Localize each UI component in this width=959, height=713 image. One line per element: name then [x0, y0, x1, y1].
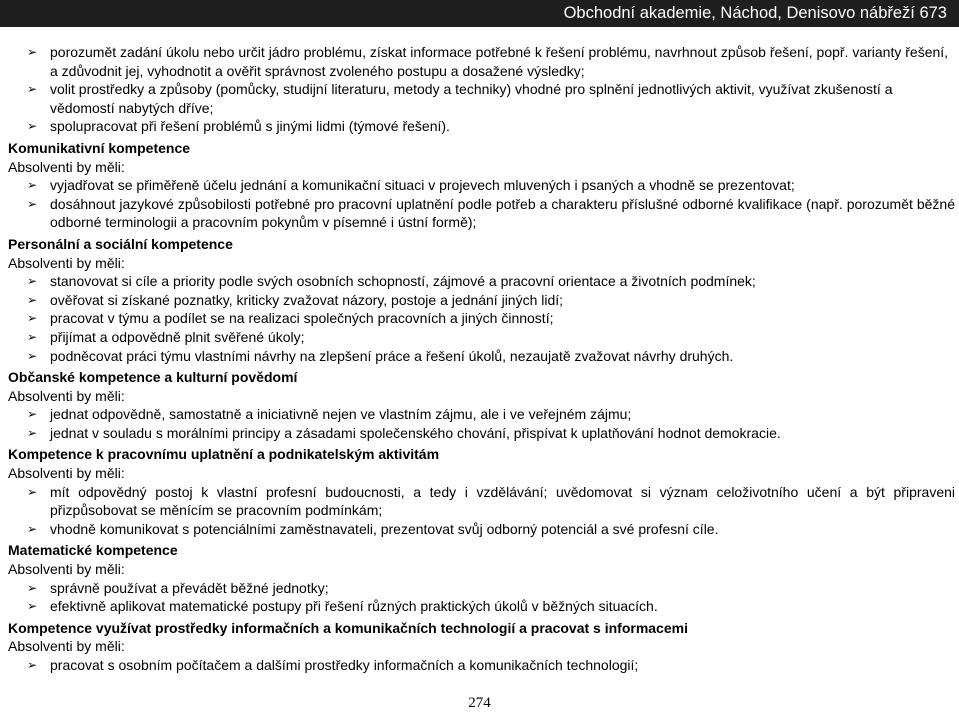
arrow-bullet-icon: ➢	[26, 119, 38, 134]
arrow-bullet-icon: ➢	[26, 580, 38, 595]
list-item: ➢ jednat odpovědně, samostatně a iniciativně nejen ve vlastním zájmu, ale i ve veřejném zájmu;	[26, 406, 632, 423]
list-item: ➢ vhodně komunikovat s potenciálními zaměstnavateli, prezentovat svůj odborný potenciál a své profesní cíle.	[26, 520, 719, 537]
section-subheading: Absolventi by měli:	[8, 638, 125, 655]
section-subheading: Absolventi by měli:	[8, 254, 125, 271]
arrow-bullet-icon: ➢	[26, 348, 38, 363]
list-item: ➢ ověřovat si získané poznatky, kriticky zvažovat názory, postoje a jednání jiných lidí;	[26, 291, 564, 308]
arrow-bullet-icon: ➢	[26, 82, 38, 97]
list-item: ➢ porozumět zadání úkolu nebo určit jádro problému, získat informace potřebné k řešení problému, navrhnout způsob řešení, popř. varianty řešení, a zdůvodnit jej, vyhodnotit a ověřit správnost zvoleného postupu a dosažené výsledky;	[26, 44, 949, 79]
section-heading: Kompetence využívat prostředky informačních a komunikačních technologií a pracovat s informacemi	[8, 619, 688, 636]
header-title: Obchodní akademie, Náchod, Denisovo nábřeží 673	[563, 4, 947, 22]
list-item: ➢ přijímat a odpovědně plnit svěřené úkoly;	[26, 328, 305, 345]
section-heading: Komunikativní kompetence	[8, 139, 191, 156]
section-subheading: Absolventi by měli:	[8, 387, 125, 404]
section-subheading: Absolventi by měli:	[8, 561, 125, 578]
arrow-bullet-icon: ➢	[26, 45, 38, 59]
section-heading: Občanské kompetence a kulturní povědomí	[8, 369, 298, 386]
arrow-bullet-icon: ➢	[26, 178, 38, 193]
section-heading: Matematické kompetence	[8, 542, 178, 559]
arrow-bullet-icon: ➢	[26, 658, 38, 672]
arrow-bullet-icon: ➢	[26, 292, 38, 307]
arrow-bullet-icon: ➢	[26, 407, 38, 422]
arrow-bullet-icon: ➢	[26, 425, 38, 440]
section-heading: Personální a sociální kompetence	[8, 235, 233, 252]
arrow-bullet-icon: ➢	[26, 599, 38, 614]
list-item: ➢ spolupracovat při řešení problémů s jinými lidmi (týmové řešení).	[26, 118, 450, 135]
list-item: ➢ pracovat s osobním počítačem a dalšími prostředky informačních a komunikačních technologií;	[26, 657, 639, 673]
page-header	[0, 0, 959, 27]
arrow-bullet-icon: ➢	[26, 196, 38, 211]
arrow-bullet-icon: ➢	[26, 329, 38, 344]
list-item: ➢ stanovovat si cíle a priority podle svých osobních schopností, zájmové a pracovní orientace a životních podmínek;	[26, 273, 756, 290]
list-item: ➢ vyjadřovat se přiměřeně účelu jednání a komunikační situaci v projevech mluvených i psaných a vhodně se prezentovat;	[26, 177, 795, 194]
section-subheading: Absolventi by měli:	[8, 158, 125, 175]
list-item: ➢ správně používat a převádět běžné jednotky;	[26, 579, 329, 596]
arrow-bullet-icon: ➢	[26, 311, 38, 326]
list-item: ➢ dosáhnout jazykové způsobilosti potřebné pro pracovní uplatnění podle potřeb a charakteru příslušné odborné kvalifikace (např. porozumět běžné odborné terminologii a pracovním pokynům v písemné i ústní formě);	[26, 195, 955, 231]
section-heading: Kompetence k pracovnímu uplatnění a podnikatelským aktivitám	[8, 446, 440, 463]
section-subheading: Absolventi by měli:	[8, 465, 125, 482]
arrow-bullet-icon: ➢	[26, 484, 38, 499]
arrow-bullet-icon: ➢	[26, 274, 38, 289]
list-item: ➢ mít odpovědný postoj k vlastní profesní budoucnosti, a tedy i vzdělávání; uvědomovat si význam celoživotního učení a být připraveni přizpůsobovat se měnícím se pracovním podmínkám;	[26, 483, 955, 519]
list-item: ➢ volit prostředky a způsoby (pomůcky, studijní literaturu, metody a techniky) vhodné pro splnění jednotlivých aktivit, využívat zkušeností a vědomostí nabytých dříve;	[26, 81, 893, 116]
page-number: 274	[468, 695, 491, 711]
document-body	[8, 43, 955, 675]
arrow-bullet-icon: ➢	[26, 521, 38, 536]
list-item: ➢ podněcovat práci týmu vlastními návrhy na zlepšení práce a řešení úkolů, nezaujatě zvažovat návrhy druhých.	[26, 347, 734, 364]
list-item: ➢ jednat v souladu s morálními principy a zásadami společenského chování, přispívat k uplatňování hodnot demokracie.	[26, 424, 781, 441]
list-item: ➢ pracovat v týmu a podílet se na realizaci společných pracovních a jiných činností;	[26, 310, 554, 327]
list-item: ➢ efektivně aplikovat matematické postupy při řešení různých praktických úkolů v běžných situacích.	[26, 598, 658, 615]
